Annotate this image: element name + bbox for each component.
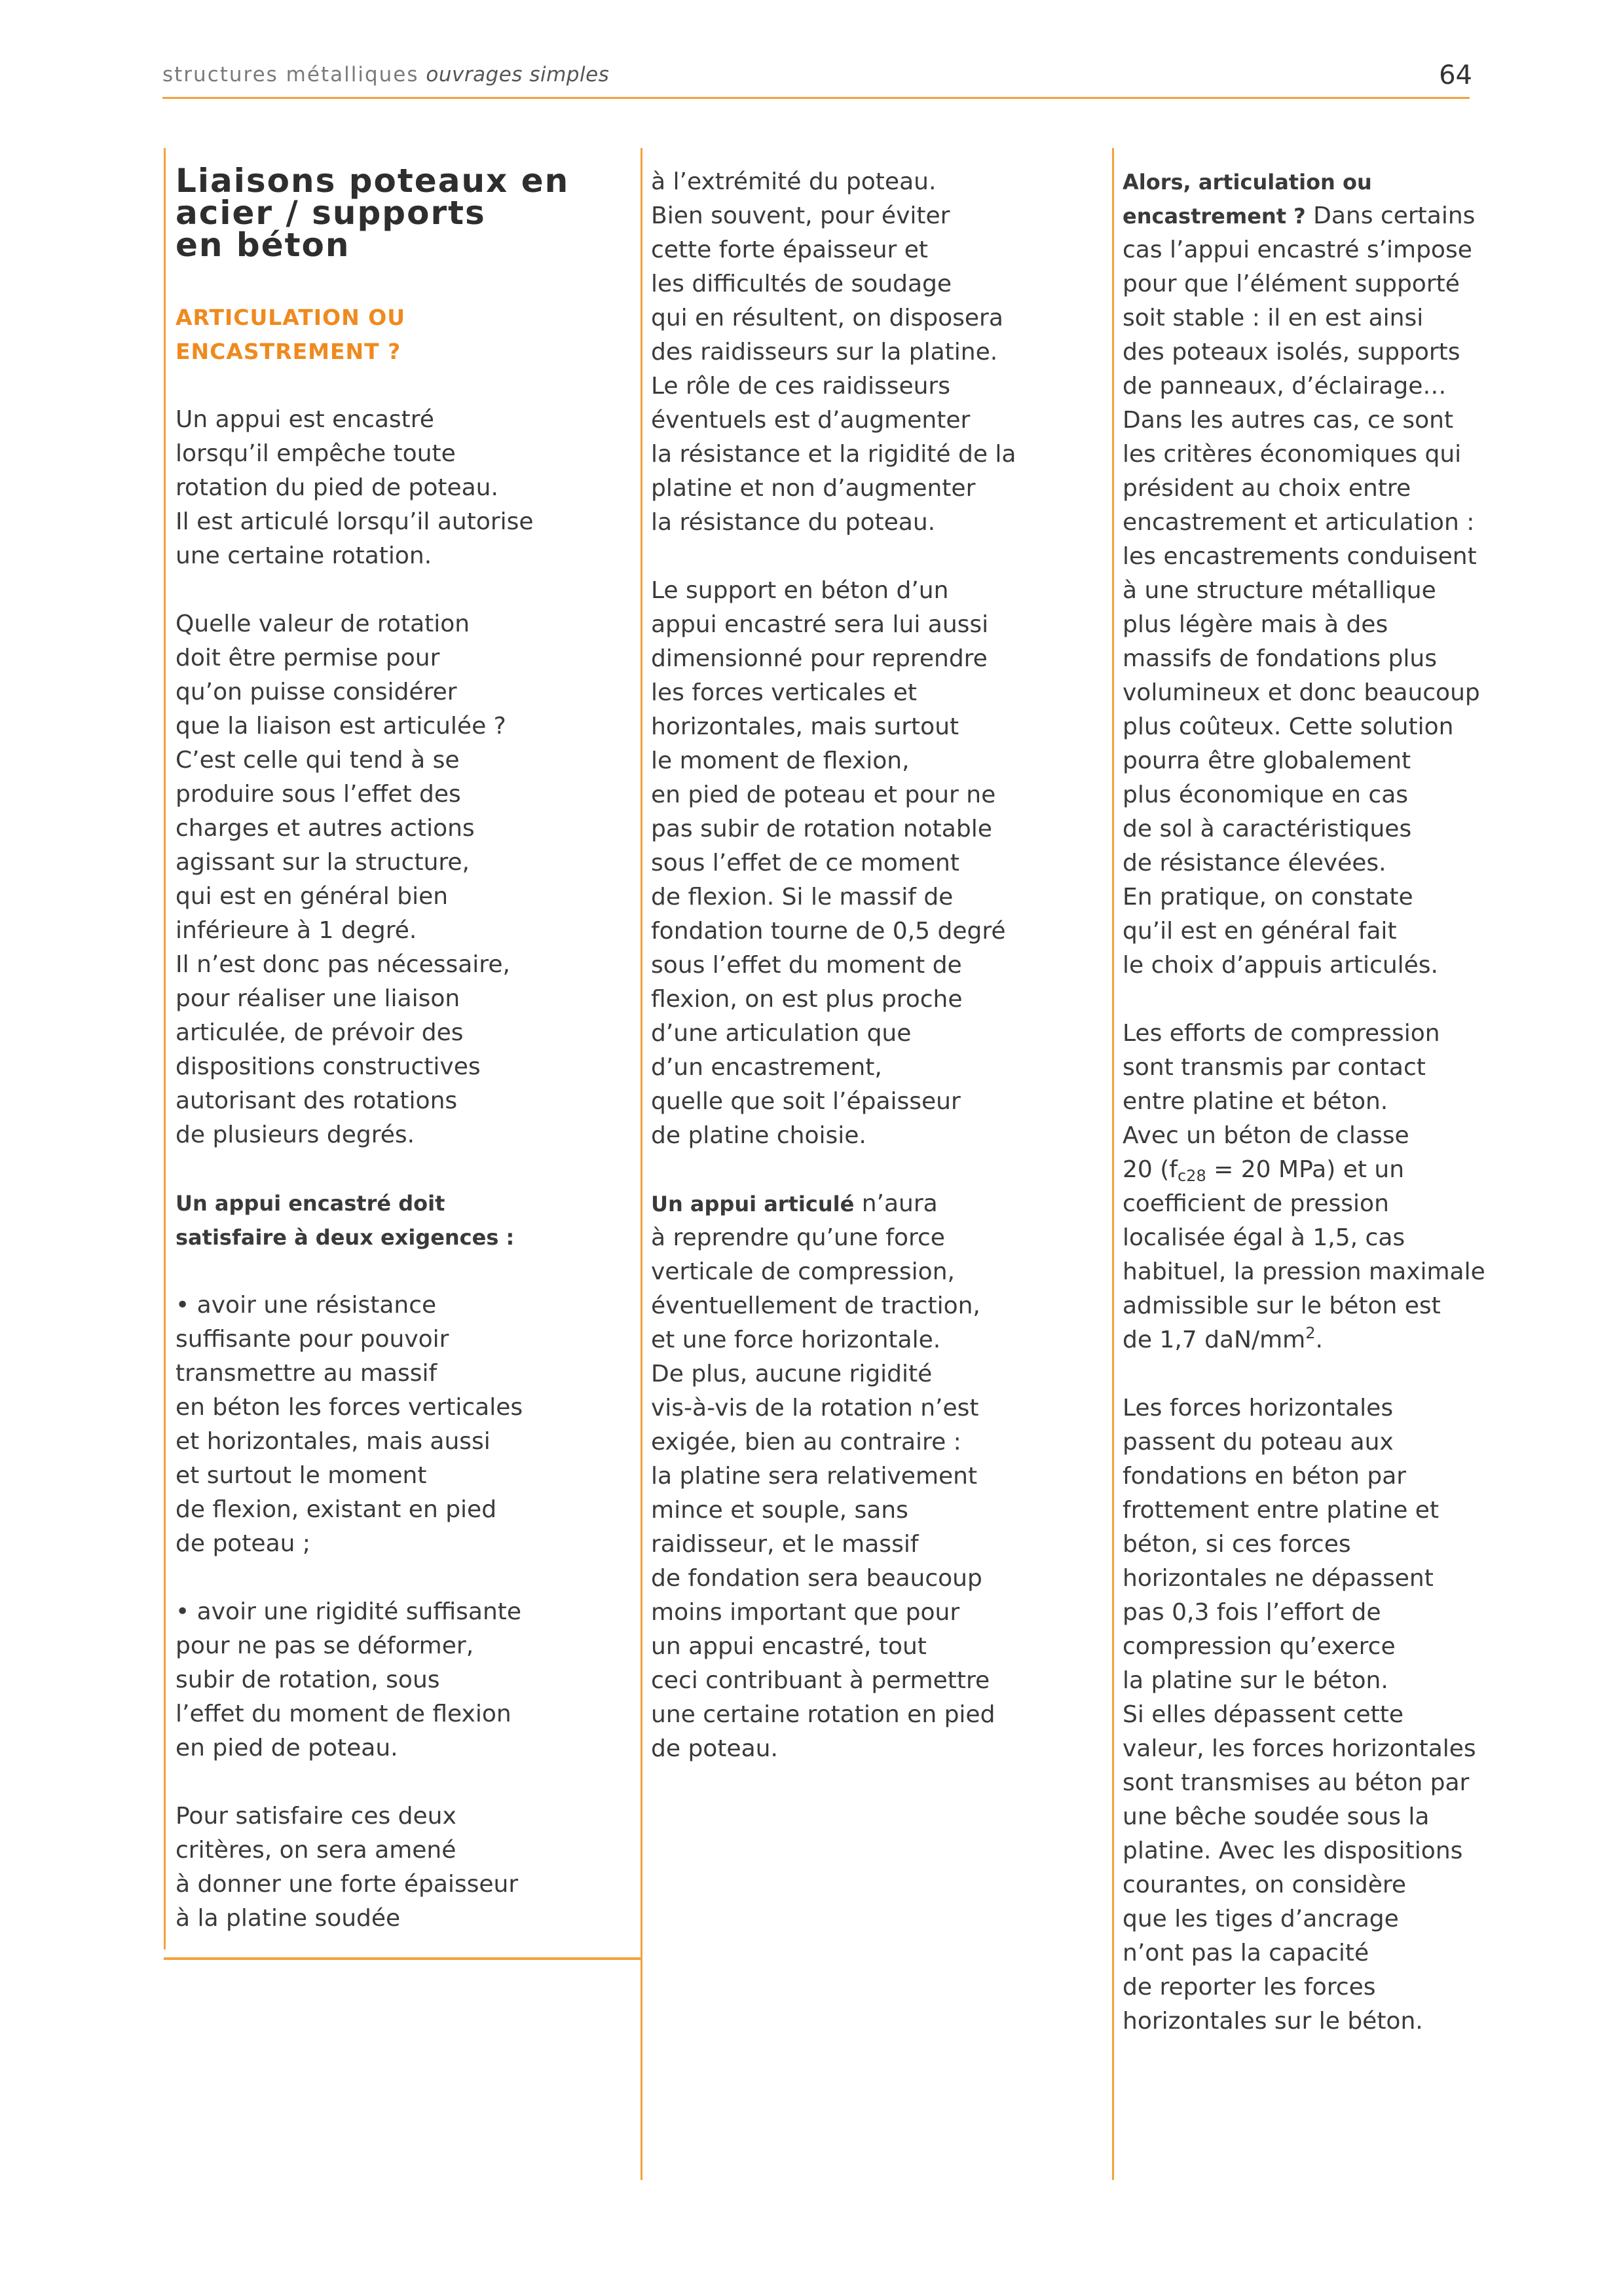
lead-heading: Un appui encastré doit satisfaire à deux exigences : [176,1191,515,1250]
header-rule [162,97,1470,99]
running-head [162,63,609,86]
book-subtitle: ouvrages simples [426,63,610,86]
column-rule-right [1112,148,1114,2180]
bullet-item: • avoir une rigidité suffisante pour ne pas se déformer, subir de rotation, sous l’effet du moment de flexion en pied de poteau. [176,1598,522,1761]
bullet-item: • avoir une résistance suffisante pour pouvoir transmettre au massif en béton les forces verticales et horizontales, mais aussi et surtout le moment de flexion, existant en pied de poteau ; [176,1292,523,1557]
superscript: 2 [1305,1324,1316,1342]
page-number: 64 [1439,60,1472,90]
inline-lead: Un appui articulé [651,1192,855,1216]
column-3 [1123,165,1489,2073]
paragraph: Quelle valeur de rotation doit être permise pour qu’on puisse considérer que la liaison est articulée ? C’est celle qui tend à se produire sous l’effet des charges et autres actions agissant sur la structure, qui est en général bien inférieure à 1 degré. Il n’est donc pas nécessaire, pour réaliser une liaison articulée, de prévoir des dispositions constructives autorisant des rotations de plusieurs degrés. [176,611,510,1148]
column-1 [176,162,634,1970]
paragraph: à l’extrémité du poteau. Bien souvent, pour éviter cette forte épaisseur et les difficultés de soudage qui en résultent, on disposera des raidisseurs sur la platine. Le rôle de ces raidisseurs éventuels est d’augmenter la résistance et la rigidité de la platine et non d’augmenter la résistance du poteau. [651,168,1016,536]
paragraph-text: Dans certains cas l’appui encastré s’impose pour que l’élément supporté soit stable : il en est ainsi des poteaux isolés, supports de panneaux, d’éclairage… Dans les autres cas, ce sont les critères économiques qui président au choix entre encastrement et articulation : les encastrements conduisent à une structure métallique plus légère mais à des massifs de fondations plus volumineux et donc beaucoup plus coûteux. Cette solution pourra être globalement plus économique en cas de sol à caractéristiques de résistance élevées. En pratique, on constate qu’il est en général fait le choix d’appuis articulés. [1123,202,1480,979]
inline-lead: encastrement ? [1123,204,1306,229]
subscript: c28 [1177,1167,1206,1185]
paragraph: Un appui est encastré lorsqu’il empêche toute rotation du pied de poteau. Il est articulé lorsqu’il autorise une certaine rotation. [176,406,534,569]
paragraph [651,1187,1109,1766]
paragraph: Le support en béton d’un appui encastré sera lui aussi dimensionné pour reprendre les forces verticales et horizontales, mais surtout le moment de flexion, en pied de poteau et pour ne pas subir de rotation notable sous l’effet de ce moment de flexion. Si le massif de fondation tourne de 0,5 degré sous l’effet du moment de flexion, on est plus proche d’une articulation que d’un encastrement, quelle que soit l’épaisseur de platine choisie. [651,577,1006,1149]
paragraph-text: Les efforts de compression sont transmis par contact entre platine et béton. Avec un béton de classe 20 (f [1123,1020,1440,1183]
column-rule-left [164,148,166,1949]
running-header [162,60,1472,98]
paragraph: Pour satisfaire ces deux critères, on sera amené à donner une forte épaisseur à la platine soudée [176,1803,519,1932]
paragraph-text: = 20 MPa) et un coefficient de pression localisée égal à 1,5, cas habituel, la pression maximale admissible sur le béton est de 1,7 daN/mm [1123,1156,1485,1353]
paragraph-text: . [1315,1327,1323,1353]
column-rule-middle [641,148,642,2180]
paragraph [1123,165,1489,983]
paragraph: Les forces horizontales passent du poteau aux fondations en béton par frottement entre platine et béton, si ces forces horizontales ne dépassent pas 0,3 fois l’effort de compression qu’exerce la platine sur le béton. Si elles dépassent cette valeur, les forces horizontales sont transmises au béton par une bêche soudée sous la platine. Avec les dispositions courantes, on considère que les tiges d’ancrage n’ont pas la capacité de reporter les forces horizontales sur le béton. [1123,1395,1476,2035]
column-2 [651,165,1109,1800]
paragraph [1123,1017,1489,1357]
section-kicker: ARTICULATION OU ENCASTREMENT ? [176,305,406,364]
inline-lead: Alors, articulation ou [1123,170,1372,195]
section-title: Liaisons poteaux en acier / supports en béton [176,162,570,264]
book-series: structures métalliques [162,63,419,86]
paragraph-text: n’aura à reprendre qu’une force verticale de compression, éventuellement de traction, et une force horizontale. De plus, aucune rigidité vis-à-vis de la rotation n’est exigée, bien au contraire : la platine sera relativement mince et souple, sans raidisseur, et le massif de fondation sera beaucoup moins important que pour un appui encastré, tout ceci contribuant à permettre une certaine rotation en pied de poteau. [651,1190,995,1762]
